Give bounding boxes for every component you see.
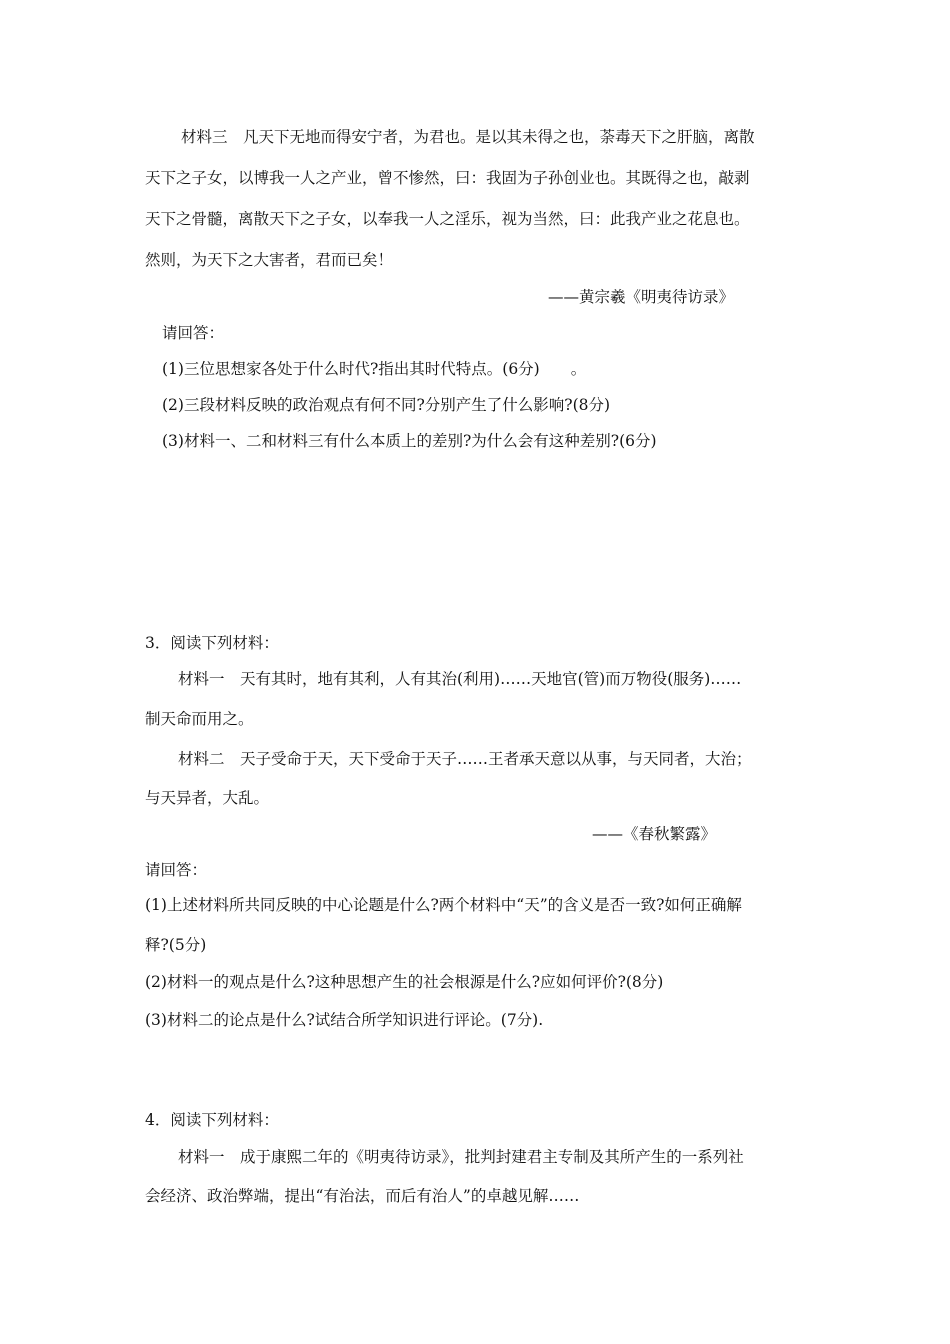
material-1-line-1: 材料一 天有其时，地有其利，人有其治(利用)……天地官(管)而万物役(服务)…… (178, 670, 742, 688)
material-3-line-3: 天下之骨髓，离散天下之子女，以奉我一人之淫乐，视为当然，曰：此我产业之花息也。 (145, 210, 750, 228)
question-item: (3)材料一、二和材料三有什么本质上的差别?为什么会有这种差别?(6分) (162, 432, 657, 450)
answer-prompt: 请回答： (145, 861, 208, 879)
material-1-line-2: 制天命而用之。 (145, 710, 254, 728)
material-2-line-2: 与天异者，大乱。 (145, 789, 270, 807)
question-item: (3)材料二的论点是什么?试结合所学知识进行评论。(7分). (145, 1011, 544, 1029)
material-1-line-2: 会经济、政治弊端，提出“有治法，而后有治人”的卓越见解…… (145, 1187, 580, 1205)
material-3-line-4: 然则，为天下之大害者，君而已矣！ (145, 251, 394, 269)
question-item: 释?(5分) (145, 936, 207, 954)
question-heading: 4．阅读下列材料： (145, 1111, 279, 1129)
question-item: (2)材料一的观点是什么?这种思想产生的社会根源是什么?应如何评价?(8分) (145, 973, 664, 991)
material-3-line-2: 天下之子女，以博我一人之产业，曾不惨然，曰：我固为子孙创业也。其既得之也，敲剥 (145, 169, 750, 187)
material-2-source: ——《春秋繁露》 (592, 825, 717, 843)
question-heading: 3．阅读下列材料： (145, 634, 279, 652)
question-item: (1)上述材料所共同反映的中心论题是什么?两个材料中“天”的含义是否一致?如何正确解 (145, 896, 742, 914)
material-1-line-1: 材料一 成于康熙二年的《明夷待访录》，批判封建君主专制及其所产生的一系列社 (178, 1148, 744, 1166)
question-item: (1)三位思想家各处于什么时代?指出其时代特点。(6分) 。 (162, 360, 587, 378)
material-3-line-1: 材料三 凡天下无地而得安宁者，为君也。是以其未得之也，荼毒天下之肝脑，离散 (181, 128, 755, 146)
material-3-source: ——黄宗羲《明夷待访录》 (548, 288, 735, 306)
material-2-line-1: 材料二 天子受命于天，天下受命于天子……王者承天意以从事，与天同者，大治； (178, 750, 752, 768)
answer-prompt: 请回答： (162, 324, 225, 342)
question-item: (2)三段材料反映的政治观点有何不同?分别产生了什么影响?(8分) (162, 396, 611, 414)
